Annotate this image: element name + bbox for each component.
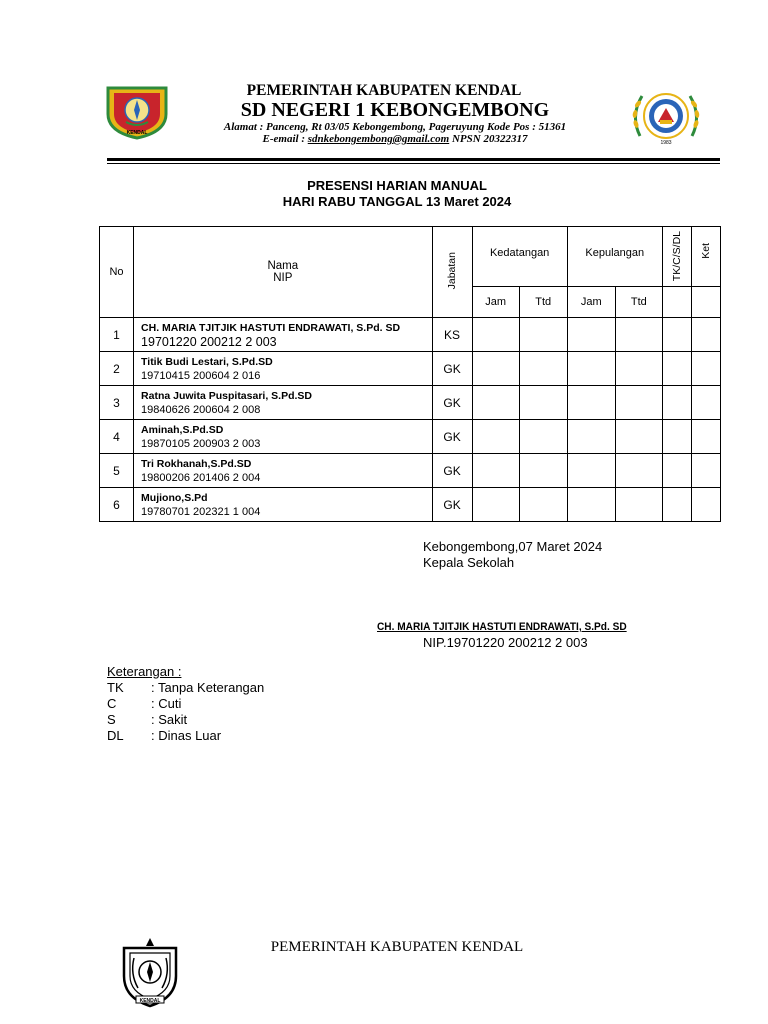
row-nama: Tri Rokhanah,S.Pd.SD [141, 457, 252, 470]
kop-divider-thin [107, 163, 720, 164]
row-no: 4 [100, 420, 134, 454]
row-ket[interactable] [691, 454, 720, 488]
sub-jam-datang: Jam [472, 287, 519, 318]
row-nama: Mujiono,S.Pd [141, 491, 208, 504]
row-name-cell [134, 318, 432, 352]
keterangan-code: S [107, 712, 116, 727]
attendance-rows [100, 318, 721, 522]
row-jam-pulang[interactable] [567, 454, 615, 488]
row-ttd-pulang[interactable] [615, 352, 662, 386]
row-nip: 19710415 200604 2 016 [141, 369, 261, 382]
signature-role: Kepala Sekolah [423, 555, 515, 570]
table-row [100, 454, 721, 488]
keterangan-desc: : Dinas Luar [151, 728, 222, 743]
table-row [100, 386, 721, 420]
row-jabatan: GK [432, 420, 472, 454]
row-ttd-datang[interactable] [519, 352, 567, 386]
row-tkcsdl[interactable] [662, 420, 691, 454]
row-jam-pulang[interactable] [567, 352, 615, 386]
table-row [100, 420, 721, 454]
keterangan-code: DL [107, 728, 124, 743]
keterangan-title: Keterangan : [107, 664, 182, 679]
row-ttd-pulang[interactable] [615, 386, 662, 420]
keterangan-code: C [107, 696, 117, 711]
row-ttd-pulang[interactable] [615, 420, 662, 454]
keterangan-code: TK [107, 680, 124, 695]
table-header-row [100, 227, 721, 287]
col-ket-header [691, 227, 720, 287]
table-row [100, 352, 721, 386]
row-ttd-datang[interactable] [519, 420, 567, 454]
keterangan-desc: : Tanpa Keterangan [151, 680, 265, 695]
kop-pemerintah: PEMERINTAH KABUPATEN KENDAL [246, 82, 522, 99]
row-name-cell [134, 352, 432, 386]
email-link[interactable]: sdnkebongembong@gmail.com [307, 133, 450, 145]
row-no: 3 [100, 386, 134, 420]
kop-contact [0, 133, 768, 145]
keterangan-item [107, 712, 187, 727]
row-name-cell [134, 386, 432, 420]
svg-text:KENDAL: KENDAL [139, 998, 161, 1004]
sub-ttd-datang: Ttd [519, 287, 567, 318]
row-ket[interactable] [691, 420, 720, 454]
row-jam-datang[interactable] [472, 420, 519, 454]
svg-text:KENDAL: KENDAL [126, 130, 148, 136]
row-no: 2 [100, 352, 134, 386]
doc-subtitle: HARI RABU TANGGAL 13 Maret 2024 [282, 194, 512, 209]
row-ttd-pulang[interactable] [615, 488, 662, 522]
row-nama: CH. MARIA TJITJIK HASTUTI ENDRAWATI, S.Pd. SD [141, 321, 401, 334]
row-tkcsdl[interactable] [662, 352, 691, 386]
col-nama-label: Nama [267, 260, 299, 272]
row-no: 1 [100, 318, 134, 352]
row-jabatan: KS [432, 318, 472, 352]
row-tkcsdl[interactable] [662, 318, 691, 352]
sub-ttd-pulang: Ttd [615, 287, 662, 318]
col-tkcsdl-label: TK/C/S/DL [670, 231, 683, 282]
row-ttd-datang[interactable] [519, 386, 567, 420]
attendance-table [99, 226, 721, 522]
keterangan-desc: : Cuti [151, 696, 182, 711]
keterangan-desc: : Sakit [151, 712, 188, 727]
row-ttd-datang[interactable] [519, 318, 567, 352]
row-ket[interactable] [691, 488, 720, 522]
row-nip: 19701220 200212 2 003 [141, 334, 277, 349]
row-tkcsdl[interactable] [662, 488, 691, 522]
col-kepulangan-header: Kepulangan [567, 227, 662, 287]
row-name-cell [134, 488, 432, 522]
col-ket-label: Ket [699, 243, 712, 259]
kop-divider-thick [107, 158, 720, 161]
row-jam-pulang[interactable] [567, 420, 615, 454]
row-nip: 19840626 200604 2 008 [141, 403, 261, 416]
col-no-header: No [100, 227, 134, 318]
row-no: 6 [100, 488, 134, 522]
table-row [100, 318, 721, 352]
row-nama: Aminah,S.Pd.SD [141, 423, 224, 436]
row-nama: Ratna Juwita Puspitasari, S.Pd.SD [141, 389, 313, 402]
row-ket[interactable] [691, 318, 720, 352]
row-nip: 19870105 200903 2 003 [141, 437, 261, 450]
col-tkcsdl-header [662, 227, 691, 287]
sub-jam-pulang: Jam [567, 287, 615, 318]
row-ttd-pulang[interactable] [615, 318, 662, 352]
signature-place-date: Kebongembong,07 Maret 2024 [423, 539, 603, 554]
keterangan-item [107, 728, 221, 743]
keterangan-item [107, 680, 264, 695]
row-ttd-datang[interactable] [519, 454, 567, 488]
col-jabatan-label: Jabatan [446, 251, 459, 290]
svg-text:1983: 1983 [660, 140, 672, 146]
row-jam-datang[interactable] [472, 352, 519, 386]
row-jam-pulang[interactable] [567, 488, 615, 522]
kop-school-name: SD NEGERI 1 KEBONGEMBONG [240, 99, 550, 121]
row-name-cell [134, 454, 432, 488]
row-tkcsdl[interactable] [662, 454, 691, 488]
row-jabatan: GK [432, 454, 472, 488]
signature-name: CH. MARIA TJITJIK HASTUTI ENDRAWATI, S.Pd. SD [377, 621, 627, 633]
row-ttd-datang[interactable] [519, 488, 567, 522]
row-jam-datang[interactable] [472, 318, 519, 352]
row-jam-datang[interactable] [472, 386, 519, 420]
doc-title: PRESENSI HARIAN MANUAL [307, 178, 487, 193]
sub-empty-ket [691, 287, 720, 318]
row-nama: Titik Budi Lestari, S.Pd.SD [141, 355, 273, 368]
col-jabatan-header [432, 227, 472, 318]
signature-nip: NIP.19701220 200212 2 003 [423, 635, 588, 650]
row-jam-datang[interactable] [472, 454, 519, 488]
row-nip: 19780701 202321 1 004 [141, 505, 261, 518]
col-nip-label: NIP [273, 272, 293, 284]
row-ket[interactable] [691, 386, 720, 420]
email-label: E-email : [262, 133, 308, 145]
row-ttd-pulang[interactable] [615, 454, 662, 488]
col-kedatangan-header: Kedatangan [472, 227, 567, 287]
row-jam-pulang[interactable] [567, 318, 615, 352]
table-row [100, 488, 721, 522]
row-jabatan: GK [432, 386, 472, 420]
npsn-text: NPSN 20322317 [449, 133, 528, 145]
row-tkcsdl[interactable] [662, 386, 691, 420]
row-jam-pulang[interactable] [567, 386, 615, 420]
keterangan-item [107, 696, 181, 711]
row-nip: 19800206 201406 2 004 [141, 471, 261, 484]
sub-empty-tkcsdl [662, 287, 691, 318]
col-nama-header [134, 227, 432, 318]
row-ket[interactable] [691, 352, 720, 386]
footer-pemerintah: PEMERINTAH KABUPATEN KENDAL [270, 939, 524, 955]
kop-address: Alamat : Panceng, Rt 03/05 Kebongembong, Pageruyung Kode Pos : 51361 [223, 121, 567, 133]
row-no: 5 [100, 454, 134, 488]
row-jabatan: GK [432, 488, 472, 522]
row-jabatan: GK [432, 352, 472, 386]
row-name-cell [134, 420, 432, 454]
row-jam-datang[interactable] [472, 488, 519, 522]
